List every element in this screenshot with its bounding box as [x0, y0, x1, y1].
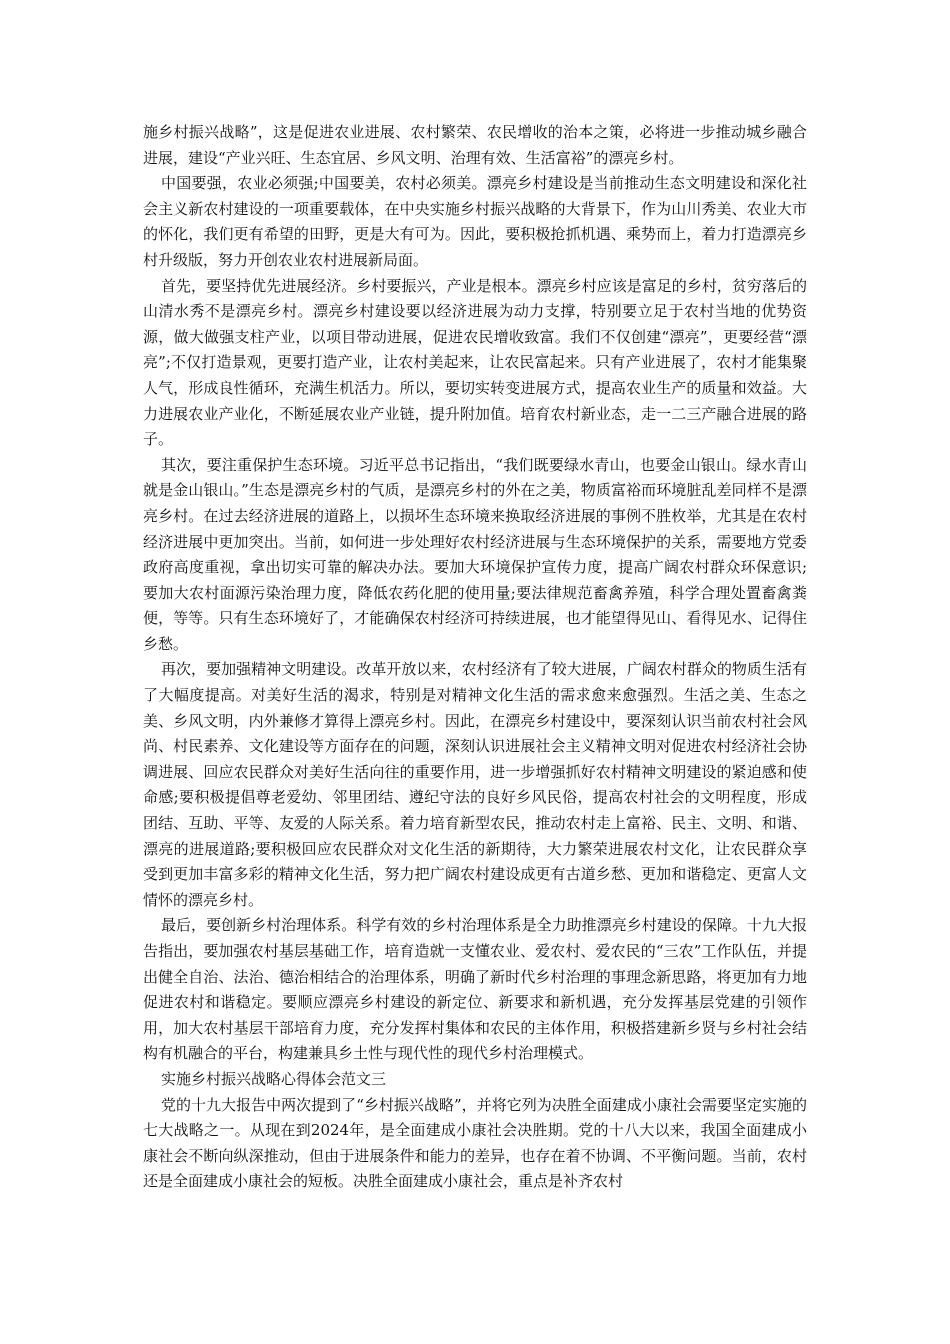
paragraph-2: 中国要强，农业必须强;中国要美，农村必须美。漂亮乡村建设是当前推动生态文明建设和深化社会主义新农村建设的一项重要载体，在中央实施乡村振兴战略的大背景下，作为山川秀美、农业大市的怀化，我们更有希望的田野，更是大有可为。因此，要积极抢抓机遇、乘势而上，着力打造漂亮乡村升级版，努力开创农业农村进展新局面。	[143, 174, 807, 269]
section-title: 实施乡村振兴战略心得体会范文三	[161, 1069, 387, 1088]
paragraph-1: 施乡村振兴战略”，这是促进农业进展、农村繁荣、农民增收的治本之策，必将进一步推动城乡融合进展，建设“产业兴旺、生态宜居、乡风文明、治理有效、生活富裕”的漂亮乡村。	[143, 123, 807, 167]
paragraph-6: 最后，要创新乡村治理体系。科学有效的乡村治理体系是全力助推漂亮乡村建设的保障。十九大报告指出，要加强农村基层基础工作，培育造就一支懂农业、爱农村、爱农民的“三农”工作队伍，并提出健全自治、法治、德治相结合的治理体系，明确了新时代乡村治理的事理念新思路，将更加有力地促进农村和谐稳定。要顺应漂亮乡村建设的新定位、新要求和新机遇，充分发挥基层党建的引领作用，加大农村基层干部培育力度，充分发挥村集体和农民的主体作用，积极搭建新乡贤与乡村社会结构有机融合的平台，构建兼具乡土性与现代性的现代乡村治理模式。	[143, 916, 807, 1063]
paragraph-3: 首先，要坚持优先进展经济。乡村要振兴，产业是根本。漂亮乡村应该是富足的乡村，贫穷落后的山清水秀不是漂亮乡村。漂亮乡村建设要以经济进展为动力支撑，特别要立足于农村当地的优势资源，做大做强支柱产业，以项目带动进展，促进农民增收致富。我们不仅创建“漂亮”，更要经营“漂亮”;不仅打造景观，更要打造产业，让农村美起来，让农民富起来。只有产业进展了，农村才能集聚人气，形成良性循环，充满生机活力。所以，要切实转变进展方式，提高农业生产的质量和效益。大力进展农业产业化，不断延展农业产业链，提升附加值。培育农村新业态，走一二三产融合进展的路子。	[143, 276, 807, 449]
paragraph-4: 其次，要注重保护生态环境。习近平总书记指出，“我们既要绿水青山，也要金山银山。绿水青山就是金山银山。”生态是漂亮乡村的气质，是漂亮乡村的外在之美，物质富裕而环境脏乱差同样不是漂亮乡村。在过去经济进展的道路上，以损坏生态环境来换取经济进展的事例不胜枚举，尤其是在农村经济进展中更加突出。当前，如何进一步处理好农村经济进展与生态环境保护的关系，需要地方党委政府高度重视，拿出切实可靠的解决办法。要加大环境保护宣传力度，提高广阔农村群众环保意识;要加大农村面源污染治理力度，降低农药化肥的使用量;要法律规范畜禽养殖，科学合理处置畜禽粪便，等等。只有生态环境好了，才能确保农村经济可持续进展，也才能望得见山、看得见水、记得住乡愁。	[143, 455, 807, 653]
paragraph-5: 再次，要加强精神文明建设。改革开放以来，农村经济有了较大进展，广阔农村群众的物质生活有了大幅度提高。对美好生活的渴求，特别是对精神文化生活的需求愈来愈强烈。生活之美、生态之美、乡风文明，内外兼修才算得上漂亮乡村。因此，在漂亮乡村建设中，要深刻认识当前农村社会风尚、村民素养、文化建设等方面存在的问题，深刻认识进展社会主义精神文明对促进农村经济社会协调进展、回应农民群众对美好生活向往的重要作用，进一步增强抓好农村精神文明建设的紧迫感和使命感;要积极提倡尊老爱幼、邻里团结、遵纪守法的良好乡风民俗，提高农村社会的文明程度，形成团结、互助、平等、友爱的人际关系。着力培育新型农民，推动农村走上富裕、民主、文明、和谐、漂亮的进展道路;要积极回应农民群众对文化生活的新期待，大力繁荣进展农村文化，让农民群众享受到更加丰富多彩的精神文化生活，努力把广阔农村建设成更有古道乡愁、更加和谐稳定、更富人文情怀的漂亮乡村。	[143, 660, 807, 909]
document-body	[143, 120, 807, 1195]
section-paragraph-1: 党的十九大报告中两次提到了“乡村振兴战略”，并将它列为决胜全面建成小康社会需要坚定实施的七大战略之一。从现在到2024年，是全面建成小康社会决胜期。党的十八大以来，我国全面建成小康社会不断向纵深推动，但由于进展条件和能力的差异，也存在着不协调、不平衡问题。当前，农村还是全面建成小康社会的短板。决胜全面建成小康社会，重点是补齐农村	[143, 1095, 807, 1191]
